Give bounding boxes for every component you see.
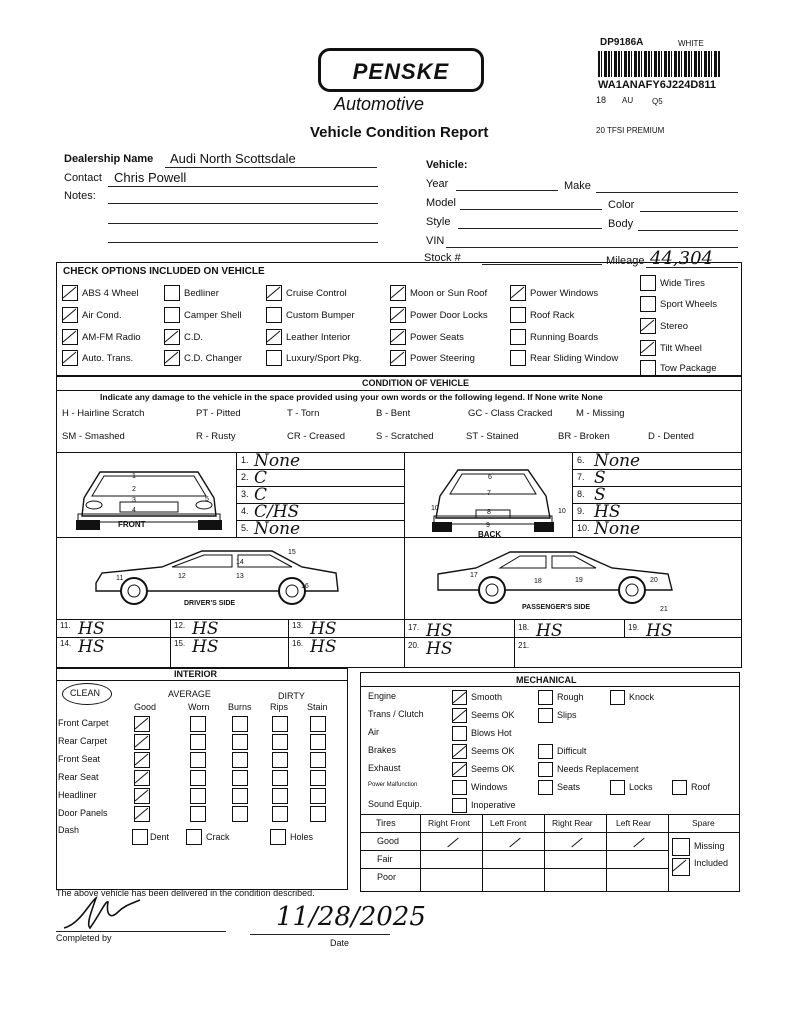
mechanical-row-label: Power Malfunction	[368, 782, 418, 788]
passenger-side-label: PASSENGER'S SIDE	[522, 604, 591, 611]
option-label: Tilt Wheel	[660, 343, 702, 354]
option-label: Leather Interior	[286, 332, 351, 343]
dash-checkbox-0[interactable]	[132, 829, 148, 845]
side-entry-value[interactable]: HS	[310, 619, 337, 639]
option-checkbox-21[interactable]	[640, 296, 656, 312]
mechanical-option: Seats	[557, 782, 581, 792]
legend-item: BR - Broken	[558, 431, 610, 442]
tire-col-label: Spare	[692, 818, 715, 828]
mechanical-option: Locks	[629, 782, 653, 792]
interior-checkbox-2-0[interactable]	[134, 752, 150, 768]
side-entry-value[interactable]: HS	[646, 621, 673, 641]
legend-item: GC - Class Cracked	[468, 408, 553, 419]
interior-row-label: Rear Carpet	[58, 736, 108, 746]
back-entry-value[interactable]: None	[594, 519, 641, 539]
mechanical-checkbox-5-3[interactable]	[672, 780, 687, 795]
spare-included-checkbox[interactable]	[672, 858, 690, 876]
year-label: Year	[426, 178, 449, 190]
mechanical-option: Seems OK	[471, 764, 515, 774]
option-label: Air Cond.	[82, 310, 122, 321]
back-entry-number: 7.	[577, 472, 585, 482]
interior-checkbox-0-4[interactable]	[310, 716, 326, 732]
dash-label: Dash	[58, 825, 80, 835]
legend-item: CR - Creased	[287, 431, 346, 442]
condition-instructions: Indicate any damage to the vehicle in the space provided using your own words or the following legend. If None write None	[100, 392, 603, 402]
option-label: Auto. Trans.	[82, 353, 134, 364]
diagram-number: 1	[132, 473, 136, 480]
interior-checkbox-2-2[interactable]	[232, 752, 248, 768]
option-checkbox-8[interactable]	[266, 285, 282, 301]
option-checkbox-13[interactable]	[390, 307, 406, 323]
diagram-number: 16	[301, 583, 309, 590]
option-checkbox-19[interactable]	[510, 350, 526, 366]
option-label: Power Door Locks	[410, 310, 488, 321]
legend-item: ST - Stained	[466, 431, 519, 442]
option-checkbox-23[interactable]	[640, 340, 656, 356]
condition-title: CONDITION OF VEHICLE	[362, 378, 470, 388]
interior-checkbox-3-3[interactable]	[272, 770, 288, 786]
option-label: Sport Wheels	[660, 299, 718, 310]
diagram-number: 12	[178, 573, 186, 580]
mechanical-row-label: Brakes	[368, 745, 397, 755]
dealership-label: Dealership Name	[64, 153, 154, 165]
front-entry-value[interactable]: C	[254, 485, 268, 505]
option-checkbox-7[interactable]	[164, 350, 180, 366]
interior-checkbox-4-0[interactable]	[134, 788, 150, 804]
diagram-number: 5	[205, 496, 209, 503]
tire-row-label: Good	[377, 836, 400, 846]
interior-checkbox-3-0[interactable]	[134, 770, 150, 786]
option-checkbox-15[interactable]	[390, 350, 406, 366]
legend-item: H - Hairline Scratch	[62, 408, 145, 419]
mechanical-option: Knock	[629, 692, 655, 702]
style-label: Style	[426, 216, 451, 228]
interior-col-label: Worn	[188, 702, 210, 712]
interior-col-label: Stain	[307, 702, 328, 712]
date-code-month: AU	[622, 96, 634, 105]
diagram-number: 17	[470, 572, 478, 579]
mechanical-row-label: Trans / Clutch	[368, 709, 424, 719]
front-entry-value[interactable]: C/HS	[254, 502, 300, 522]
option-label: Custom Bumper	[286, 310, 355, 321]
mechanical-title: MECHANICAL	[516, 675, 577, 685]
spare-missing-checkbox[interactable]	[672, 838, 690, 856]
interior-checkbox-0-1[interactable]	[190, 716, 206, 732]
diagram-number: 10	[431, 505, 439, 512]
option-label: Running Boards	[530, 332, 599, 343]
option-checkbox-14[interactable]	[390, 329, 406, 345]
color-label: Color	[608, 199, 635, 211]
legend-item: M - Missing	[576, 408, 625, 419]
option-checkbox-18[interactable]	[510, 329, 526, 345]
side-entry-number: 12.	[174, 621, 186, 630]
notes-label: Notes:	[64, 190, 96, 202]
tire-col-label: Right Front	[428, 818, 471, 828]
front-entry-value[interactable]: None	[254, 451, 301, 471]
mechanical-checkbox-5-0[interactable]	[452, 780, 467, 795]
interior-checkbox-1-4[interactable]	[310, 734, 326, 750]
side-entry-number: 18.	[518, 623, 530, 632]
interior-checkbox-3-4[interactable]	[310, 770, 326, 786]
interior-title: INTERIOR	[174, 669, 218, 679]
mechanical-row-label: Engine	[368, 691, 397, 701]
dash-checkbox-1[interactable]	[186, 829, 202, 845]
option-checkbox-9[interactable]	[266, 307, 282, 323]
mileage-value[interactable]: 44,304	[650, 248, 713, 269]
option-label: Tow Package	[660, 363, 717, 374]
side-entry-number: 15.	[174, 639, 186, 648]
option-checkbox-20[interactable]	[640, 275, 656, 291]
tire-col-label: Right Rear	[552, 818, 593, 828]
dash-option: Crack	[206, 832, 230, 842]
date-value[interactable]: 11/28/2025	[276, 902, 426, 932]
option-label: Stereo	[660, 321, 688, 332]
option-checkbox-22[interactable]	[640, 318, 656, 334]
option-label: Power Seats	[410, 332, 464, 343]
option-checkbox-1[interactable]	[62, 307, 78, 323]
option-checkbox-12[interactable]	[390, 285, 406, 301]
model-label: Model	[426, 197, 456, 209]
barcode	[598, 51, 720, 77]
mechanical-checkbox-5-2[interactable]	[610, 780, 625, 795]
interior-checkbox-5-1[interactable]	[190, 806, 206, 822]
interior-row-label: Front Seat	[58, 754, 101, 764]
back-entry-number: 10.	[577, 523, 590, 533]
side-entry-value[interactable]: HS	[536, 621, 563, 641]
diagram-number: 15	[288, 549, 296, 556]
interior-checkbox-5-0[interactable]	[134, 806, 150, 822]
diagram-number: 3	[132, 497, 136, 504]
average-label: AVERAGE	[168, 689, 211, 699]
dirty-label: DIRTY	[278, 691, 305, 701]
interior-checkbox-5-4[interactable]	[310, 806, 326, 822]
tire-col-label: Left Front	[490, 818, 527, 828]
side-entry-value[interactable]: HS	[192, 619, 219, 639]
option-label: Wide Tires	[660, 278, 705, 289]
logo-subtitle: Automotive	[334, 94, 425, 114]
vin-label: VIN	[426, 235, 445, 247]
side-entry-value[interactable]: HS	[78, 619, 105, 639]
dash-option: Dent	[150, 832, 170, 842]
interior-checkbox-5-3[interactable]	[272, 806, 288, 822]
date-code-num: Q5	[652, 97, 663, 106]
back-entry-value[interactable]: HS	[594, 502, 621, 522]
mechanical-option: Slips	[557, 710, 577, 720]
option-checkbox-10[interactable]	[266, 329, 282, 345]
front-label: FRONT	[118, 520, 146, 529]
back-entry-number: 9.	[577, 506, 585, 516]
model-code: 20 TFSI PREMIUM	[596, 126, 665, 135]
mechanical-checkbox-3-0[interactable]	[452, 744, 467, 759]
mechanical-row-label: Sound Equip.	[368, 799, 423, 809]
side-entry-number: 20.	[408, 641, 420, 650]
contact-label: Contact	[64, 172, 102, 184]
dash-checkbox-2[interactable]	[270, 829, 286, 845]
interior-checkbox-0-2[interactable]	[232, 716, 248, 732]
option-checkbox-4[interactable]	[164, 285, 180, 301]
mechanical-option: Windows	[471, 782, 508, 792]
diagram-number: 14	[236, 559, 244, 566]
legend-item: SM - Smashed	[62, 431, 125, 442]
legend-item: S - Scratched	[376, 431, 434, 442]
mechanical-option: Smooth	[471, 692, 503, 702]
interior-checkbox-3-2[interactable]	[232, 770, 248, 786]
dealership-value[interactable]: Audi North Scottsdale	[170, 151, 296, 166]
date-label: Date	[330, 938, 350, 948]
front-entry-number: 4.	[241, 506, 249, 516]
mechanical-option: Roof	[691, 782, 711, 792]
diagram-number: 7	[487, 490, 491, 497]
completed-by-label: Completed by	[56, 933, 112, 943]
tire-col-label: Left Rear	[616, 818, 651, 828]
interior-checkbox-0-3[interactable]	[272, 716, 288, 732]
options-title: CHECK OPTIONS INCLUDED ON VEHICLE	[63, 266, 265, 277]
date-code-day: 18	[596, 95, 607, 105]
signature	[60, 894, 150, 934]
side-entry-value[interactable]: HS	[426, 621, 453, 641]
mechanical-option: Inoperative	[471, 800, 516, 810]
interior-row-label: Headliner	[58, 790, 97, 800]
side-entry-number: 21.	[518, 641, 530, 650]
back-entry-value[interactable]: S	[594, 485, 606, 505]
option-label: Moon or Sun Roof	[410, 288, 488, 299]
option-checkbox-24[interactable]	[640, 360, 656, 376]
diagram-number: 10	[558, 508, 566, 515]
spare-included-label: Included	[694, 858, 729, 868]
diagram-number: 9	[486, 522, 490, 529]
car-back-diagram	[418, 462, 568, 534]
diagram-number: 2	[132, 486, 136, 493]
mechanical-option: Seems OK	[471, 710, 515, 720]
stock-label: Stock #	[424, 252, 461, 264]
diagram-number: 20	[650, 577, 658, 584]
body-label: Body	[608, 218, 634, 230]
option-label: Cruise Control	[286, 288, 347, 299]
front-entry-value[interactable]: C	[254, 468, 268, 488]
legend-item: T - Torn	[287, 408, 320, 419]
interior-checkbox-4-3[interactable]	[272, 788, 288, 804]
logo-text: PENSKE	[352, 59, 450, 84]
color-tag: WHITE	[678, 39, 704, 48]
diagram-number: 8	[487, 509, 491, 516]
tire-row-label: Fair	[377, 854, 393, 864]
mechanical-checkbox-4-0[interactable]	[452, 762, 467, 777]
vehicle-label: Vehicle:	[426, 159, 468, 171]
mechanical-checkbox-2-0[interactable]	[452, 726, 467, 741]
side-entry-number: 19.	[628, 623, 640, 632]
mechanical-checkbox-0-0[interactable]	[452, 690, 467, 705]
legend-item: B - Bent	[376, 408, 411, 419]
side-entry-number: 11.	[60, 621, 71, 630]
mechanical-option: Rough	[557, 692, 584, 702]
clean-label: CLEAN	[70, 688, 101, 698]
option-checkbox-5[interactable]	[164, 307, 180, 323]
diagram-number: 19	[575, 577, 583, 584]
interior-row-label: Door Panels	[58, 808, 108, 818]
legend-item: PT - Pitted	[196, 408, 241, 419]
interior-col-label: Rips	[270, 702, 289, 712]
tire-row-label: Poor	[377, 872, 397, 882]
option-label: C.D. Changer	[184, 353, 243, 364]
interior-checkbox-4-4[interactable]	[310, 788, 326, 804]
mechanical-checkbox-3-1[interactable]	[538, 744, 553, 759]
option-label: Roof Rack	[530, 310, 575, 321]
back-entry-number: 6.	[577, 455, 585, 465]
interior-row-label: Front Carpet	[58, 718, 109, 728]
side-entry-value[interactable]: HS	[426, 639, 453, 659]
option-checkbox-11[interactable]	[266, 350, 282, 366]
mechanical-option: Blows Hot	[471, 728, 512, 738]
interior-checkbox-3-1[interactable]	[190, 770, 206, 786]
vin-code: WA1ANAFY6J224D811	[598, 79, 717, 91]
diagram-number: 18	[534, 578, 542, 585]
diagram-number: 6	[488, 474, 492, 481]
driver-side-label: DRIVER'S SIDE	[184, 600, 236, 607]
option-label: Luxury/Sport Pkg.	[286, 353, 362, 364]
diagram-number: 21	[660, 606, 668, 613]
mechanical-checkbox-5-1[interactable]	[538, 780, 553, 795]
option-label: Power Steering	[410, 353, 475, 364]
mileage-label: Mileage	[606, 255, 645, 267]
interior-checkbox-0-0[interactable]	[134, 716, 150, 732]
make-label: Make	[564, 180, 591, 192]
diagram-number: 13	[236, 573, 244, 580]
back-label: BACK	[478, 530, 502, 539]
back-entry-value[interactable]: S	[594, 468, 606, 488]
front-entry-number: 2.	[241, 472, 249, 482]
spare-missing-label: Missing	[694, 841, 725, 851]
mechanical-checkbox-6-0[interactable]	[452, 798, 467, 813]
legend-item: D - Dented	[648, 431, 694, 442]
legend-item: R - Rusty	[196, 431, 236, 442]
option-label: AM-FM Radio	[82, 332, 141, 343]
side-entry-value[interactable]: HS	[78, 637, 105, 657]
side-entry-number: 17.	[408, 623, 420, 632]
diagram-number: 11	[116, 575, 124, 582]
option-checkbox-6[interactable]	[164, 329, 180, 345]
side-entry-number: 14.	[60, 639, 72, 648]
mechanical-checkbox-0-1[interactable]	[538, 690, 553, 705]
interior-col-label: Burns	[228, 702, 252, 712]
mechanical-checkbox-1-0[interactable]	[452, 708, 467, 723]
back-entry-value[interactable]: None	[594, 451, 641, 471]
side-entry-value[interactable]: HS	[310, 637, 337, 657]
front-entry-number: 5.	[241, 523, 249, 533]
option-checkbox-16[interactable]	[510, 285, 526, 301]
stock-code: DP9186A	[600, 37, 644, 48]
delivered-text: The above vehicle has been delivered in the condition described.	[56, 888, 315, 898]
mechanical-checkbox-0-2[interactable]	[610, 690, 625, 705]
side-entry-number: 13.	[292, 621, 304, 630]
interior-checkbox-1-2[interactable]	[232, 734, 248, 750]
option-checkbox-3[interactable]	[62, 350, 78, 366]
front-entry-value[interactable]: None	[254, 519, 301, 539]
dash-option: Holes	[290, 832, 314, 842]
interior-checkbox-1-3[interactable]	[272, 734, 288, 750]
interior-checkbox-2-3[interactable]	[272, 752, 288, 768]
interior-checkbox-5-2[interactable]	[232, 806, 248, 822]
diagram-number: 4	[132, 507, 136, 514]
mechanical-option: Needs Replacement	[557, 764, 639, 774]
side-entry-value[interactable]: HS	[192, 637, 219, 657]
option-label: Bedliner	[184, 288, 219, 299]
interior-checkbox-4-1[interactable]	[190, 788, 206, 804]
penske-logo	[318, 48, 484, 92]
front-entry-number: 1.	[241, 455, 249, 465]
mechanical-checkbox-1-1[interactable]	[538, 708, 553, 723]
interior-col-label: Good	[134, 702, 157, 712]
mechanical-row-label: Exhaust	[368, 763, 401, 773]
mechanical-option: Seems OK	[471, 746, 515, 756]
page-title: Vehicle Condition Report	[310, 124, 489, 141]
interior-checkbox-1-1[interactable]	[190, 734, 206, 750]
interior-checkbox-2-1[interactable]	[190, 752, 206, 768]
option-label: ABS 4 Wheel	[82, 288, 139, 299]
interior-checkbox-1-0[interactable]	[134, 734, 150, 750]
option-checkbox-2[interactable]	[62, 329, 78, 345]
option-label: Rear Sliding Window	[530, 353, 619, 364]
option-label: Power Windows	[530, 288, 599, 299]
side-entry-number: 16.	[292, 639, 304, 648]
interior-checkbox-4-2[interactable]	[232, 788, 248, 804]
option-checkbox-0[interactable]	[62, 285, 78, 301]
option-label: Camper Shell	[184, 310, 242, 321]
front-entry-number: 3.	[241, 489, 249, 499]
mechanical-option: Difficult	[557, 746, 587, 756]
tire-col-label: Tires	[376, 818, 396, 828]
option-label: C.D.	[184, 332, 203, 343]
back-entry-number: 8.	[577, 489, 585, 499]
option-checkbox-17[interactable]	[510, 307, 526, 323]
interior-checkbox-2-4[interactable]	[310, 752, 326, 768]
interior-row-label: Rear Seat	[58, 772, 99, 782]
mechanical-checkbox-4-1[interactable]	[538, 762, 553, 777]
mechanical-row-label: Air	[368, 727, 379, 737]
contact-value[interactable]: Chris Powell	[114, 170, 187, 185]
